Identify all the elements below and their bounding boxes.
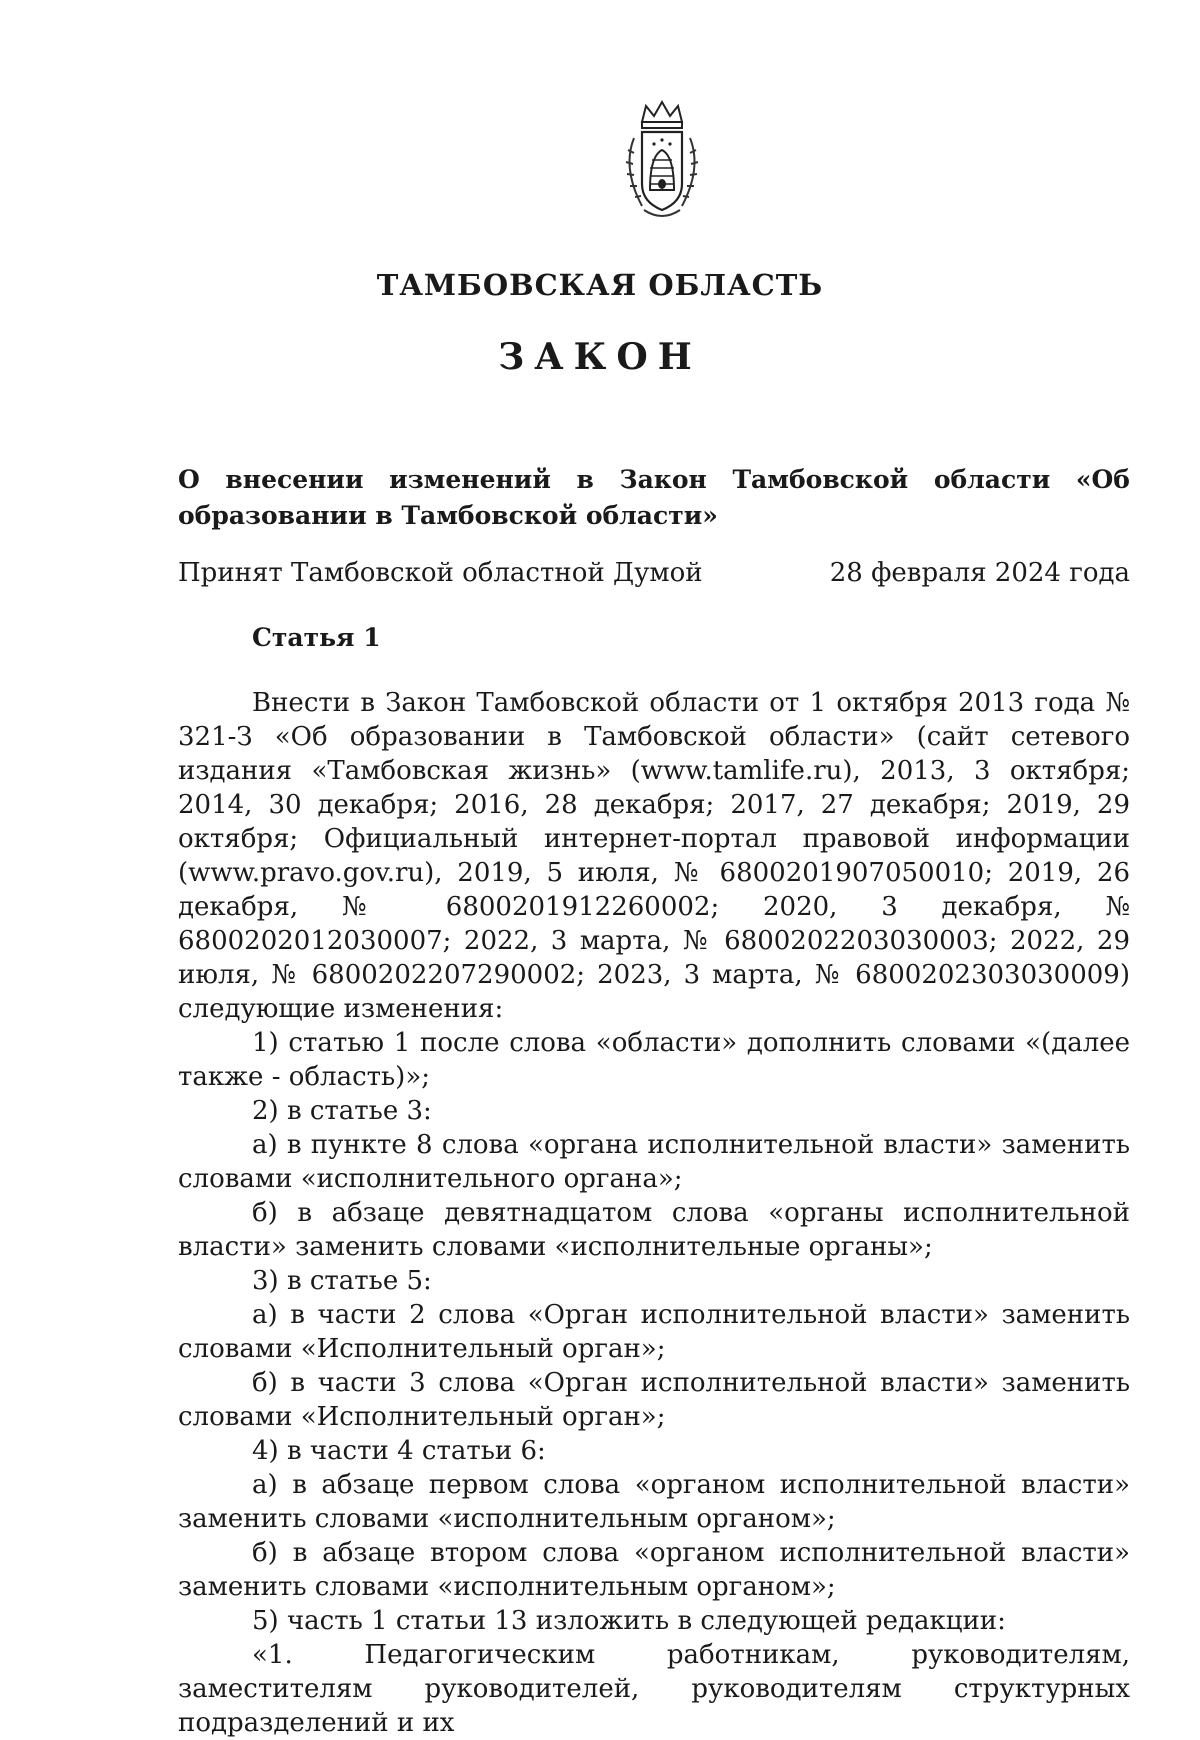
adoption-date: 28 февраля 2024 года — [829, 558, 1130, 588]
paragraph: «1. Педагогическим работникам, руководителям, заместителям руководителей, руководителям структурных подразделений и их — [178, 1640, 1130, 1738]
paragraph: а) в абзаце первом слова «органом исполнительной власти» заменить словами «исполнительным органом»; — [178, 1470, 1130, 1534]
paragraph: б) в абзаце девятнадцатом слова «органы исполнительной власти» заменить словами «исполнительные органы»; — [178, 1198, 1130, 1262]
article-body — [178, 686, 1130, 1740]
paragraph: 3) в статье 5: — [252, 1266, 432, 1296]
adopted-by: Принят Тамбовской областной Думой — [178, 558, 703, 588]
paragraph: а) в пункте 8 слова «органа исполнительной власти» заменить словами «исполнительного органа»; — [178, 1130, 1130, 1194]
paragraph: Внести в Закон Тамбовской области от 1 октября 2013 года № 321-З «Об образовании в Тамбовской области» (сайт сетевого издания «Тамбовская жизнь» (www.tamlife.ru), 2013, 3 октября; 2014, 30 декабря; 2016, 28 декабря; 2017, 27 декабря; 2019, 29 октября; Официальный интернет-портал правовой информации (www.pravo.gov.ru), 2019, 5 июля, № 6800201907050010; 2019, 26 декабря, № 6800201912260002; 2020, 3 декабря, № 6800202012030007; 2022, 3 марта, № 6800202203030003; 2022, 29 июля, № 6800202207290002; 2023, 3 марта, № 6800202303030009) следующие изменения: — [178, 688, 1130, 1024]
paragraph: 5) часть 1 статьи 13 изложить в следующей редакции: — [252, 1606, 1006, 1636]
paragraph: 4) в части 4 статьи 6: — [252, 1436, 546, 1466]
paragraph: 1) статью 1 после слова «области» дополнить словами «(далее также - область)»; — [178, 1028, 1130, 1092]
paragraph: б) в абзаце втором слова «органом исполнительной власти» заменить словами «исполнительным органом»; — [178, 1538, 1130, 1602]
paragraph: а) в части 2 слова «Орган исполнительной власти» заменить словами «Исполнительный орган»; — [178, 1300, 1130, 1364]
region-name: ТАМБОВСКАЯ ОБЛАСТЬ — [376, 268, 824, 302]
adoption-line — [178, 555, 1130, 591]
paragraph: б) в части 3 слова «Орган исполнительной власти» заменить словами «Исполнительный орган»; — [178, 1368, 1130, 1432]
document-title: О внесении изменений в Закон Тамбовской области «Об образовании в Тамбовской области» — [178, 465, 1130, 530]
tambov-coat-of-arms-icon — [612, 98, 712, 226]
article-heading: Статья 1 — [252, 623, 381, 652]
document-type: ЗАКОН — [498, 336, 702, 378]
paragraph: 2) в статье 3: — [252, 1096, 432, 1126]
